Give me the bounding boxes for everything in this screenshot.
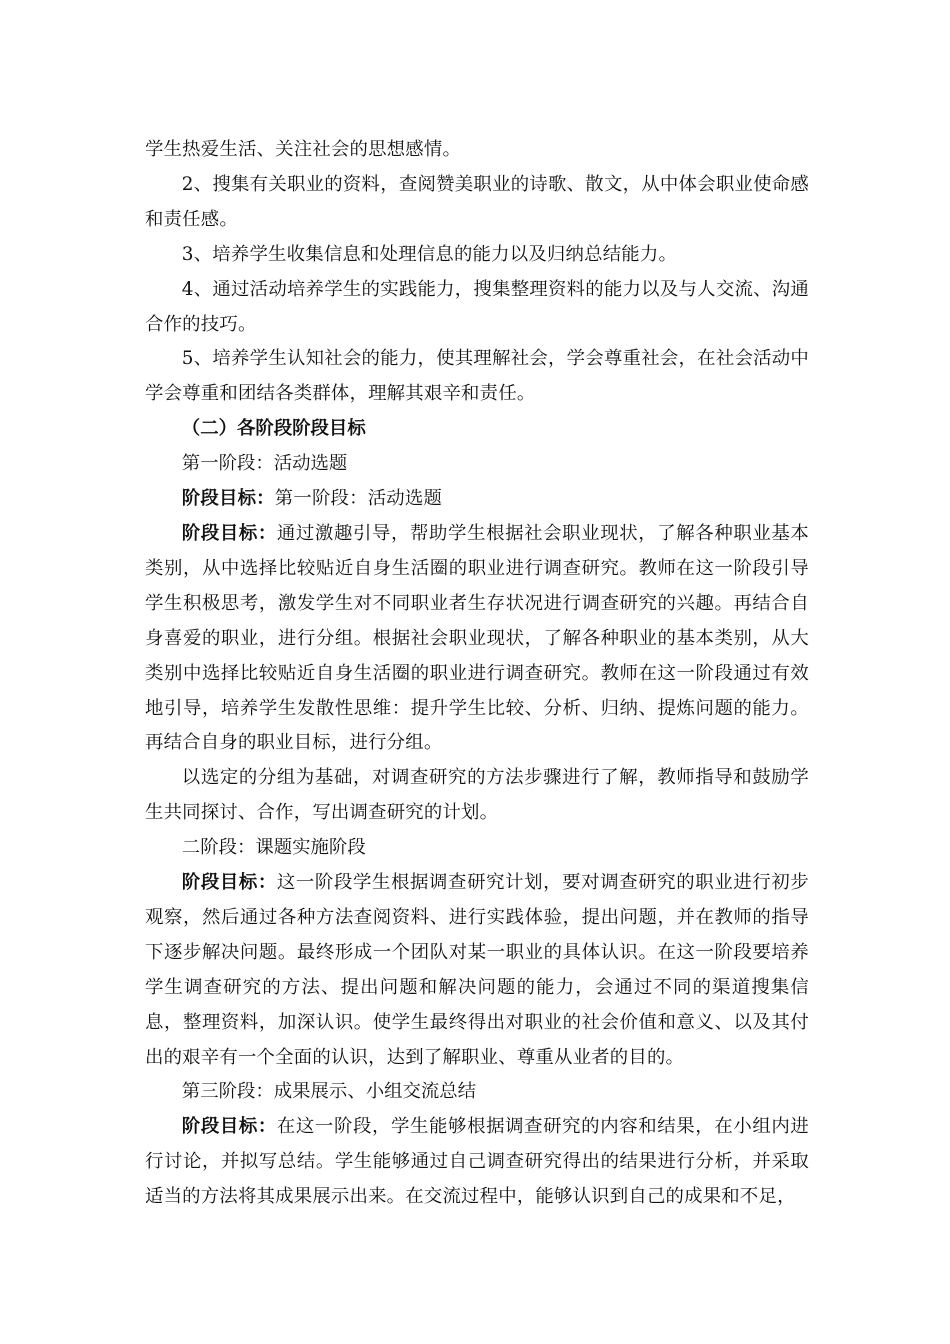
stage1-goal-title: 第一阶段：活动选题	[274, 488, 443, 510]
stage1-goal-text: 通过激趣引导，帮助学生根据社会职业现状，了解各种职业基本类别，从中选择比较贴近自身生活圈的职业进行调查研究。教师在这一阶段引导学生积极思考，激发学生对不同职业者生存状况进行调查研究的兴趣。再结合自身喜爱的职业，进行分组。根据社会职业现状，了解各种职业的基本类别，从大类别中选择比较贴近自身生活圈的职业进行调查研究。教师在这一阶段通过有效地引导，培养学生发散性思维：提升学生比较、分析、归纳、提炼问题的能力。再结合自身的职业目标，进行分组。	[145, 522, 809, 754]
stage2-goal-label: 阶段目标：	[181, 872, 277, 894]
stage3-goal-paragraph	[145, 1110, 809, 1215]
stage2-title: 二阶段：课题实施阶段	[181, 837, 366, 859]
document-page	[145, 133, 809, 1215]
paragraph-goal-4: 4、通过活动培养学生的实践能力，搜集整理资料的能力以及与人交流、沟通合作的技巧。	[145, 278, 809, 335]
stage1-extra-paragraph: 以选定的分组为基础，对调查研究的方法步骤进行了解，教师指导和鼓励学生共同探讨、合作，写出调查研究的计划。	[145, 767, 809, 824]
stage1-goal-title-line	[145, 482, 809, 517]
stage2-goal-paragraph	[145, 866, 809, 1075]
stage1-goal-paragraph	[145, 517, 809, 761]
stage1-goal-label: 阶段目标：	[181, 522, 277, 544]
section-heading: （二）各阶段阶段目标	[181, 418, 366, 440]
paragraph-goal-continuation: 学生热爱生活、关注社会的思想感情。	[145, 139, 462, 160]
paragraph-goal-2: 2、搜集有关职业的资料，查阅赞美职业的诗歌、散文，从中体会职业使命感和责任感。	[145, 173, 809, 230]
stage3-goal-text: 在这一阶段，学生能够根据调查研究的内容和结果，在小组内进行讨论，并拟写总结。学生能够通过自己调查研究得出的结果进行分析，并采取适当的方法将其成果展示出来。在交流过程中，能够认识到自己的成果和不足，	[145, 1116, 809, 1208]
paragraph-goal-3: 3、培养学生收集信息和处理信息的能力以及归纳总结能力。	[181, 243, 678, 265]
paragraph-goal-5: 5、培养学生认知社会的能力，使其理解社会，学会尊重社会，在社会活动中学会尊重和团结各类群体，理解其艰辛和责任。	[145, 348, 809, 405]
stage3-title: 第三阶段：成果展示、小组交流总结	[181, 1081, 477, 1103]
stage1-goal-title-label: 阶段目标：	[181, 488, 275, 510]
stage1-title: 第一阶段：活动选题	[181, 453, 348, 475]
stage2-goal-text: 这一阶段学生根据调查研究计划，要对调查研究的职业进行初步观察，然后通过各种方法查阅资料、进行实践体验，提出问题，并在教师的指导下逐步解决问题。最终形成一个团队对某一职业的具体认识。在这一阶段要培养学生调查研究的方法、提出问题和解决问题的能力，会通过不同的渠道搜集信息，整理资料，加深认识。使学生最终得出对职业的社会价值和意义、以及其付出的艰辛有一个全面的认识，达到了解职业、尊重从业者的目的。	[145, 872, 809, 1068]
stage3-goal-label: 阶段目标：	[181, 1116, 277, 1138]
